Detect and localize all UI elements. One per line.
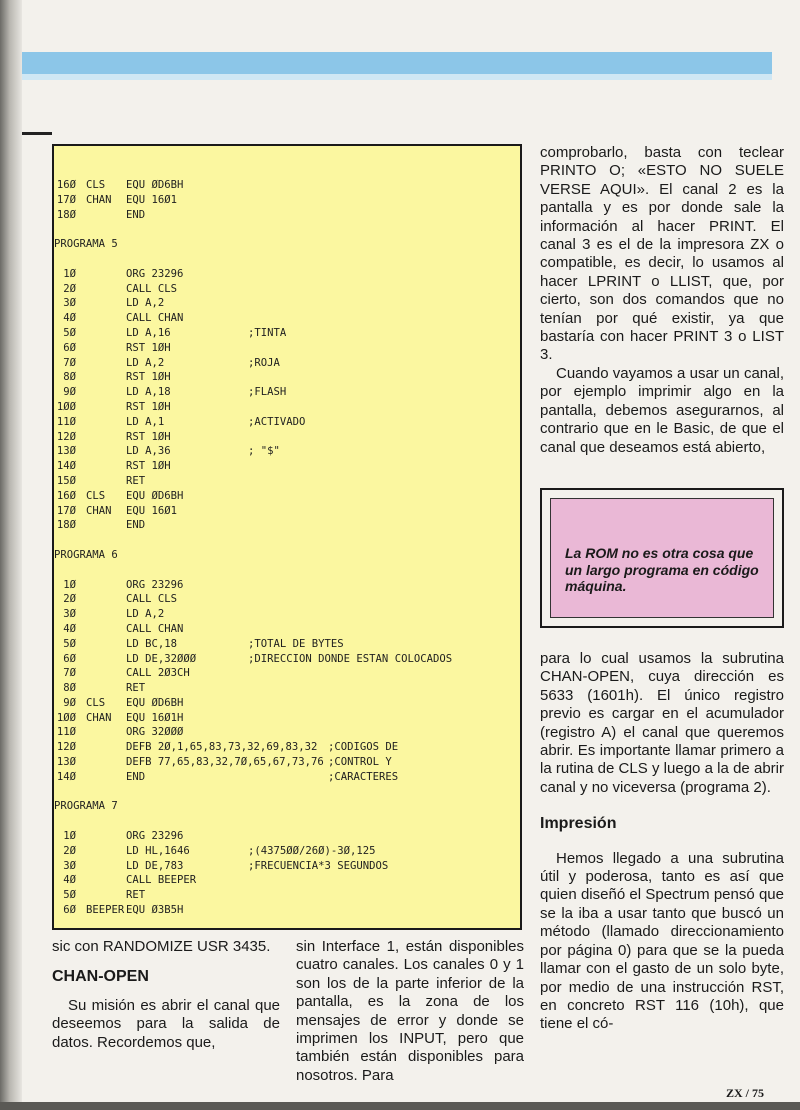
pull-quote-text: La ROM no es otra cosa que un largo programa en código máquina. [565, 545, 759, 594]
line-number: 16Ø [56, 489, 76, 502]
code-instruction: DEFB 2Ø,1,65,83,73,32,69,83,32 [126, 741, 318, 754]
line-number: 1Ø [63, 578, 76, 591]
line-number: 8Ø [63, 682, 76, 695]
code-label: CHAN [86, 193, 112, 206]
code-instruction: CALL CHAN [126, 622, 184, 635]
line-number: 18Ø [56, 519, 76, 532]
code-instruction: CALL BEEPER [126, 874, 197, 887]
line-number: 1Ø [63, 830, 76, 843]
line-number: 12Ø [56, 741, 76, 754]
code-comment: ;FRECUENCIA*3 SEGUNDOS [248, 859, 389, 872]
code-comment: ;CONTROL Y [328, 756, 392, 769]
section-heading: CHAN-OPEN [52, 968, 149, 986]
code-instruction: RET [126, 474, 146, 487]
code-instruction: LD A,2 [126, 297, 165, 310]
code-comment: ;CARACTERES [328, 770, 399, 783]
article-column-middle-bottom [296, 938, 524, 1085]
code-instruction: EQU 16Ø1 [126, 504, 178, 517]
page-folio: ZX / 75 [725, 1086, 764, 1100]
line-number: 6Ø [63, 652, 76, 665]
code-instruction: ORG 23296 [126, 267, 184, 280]
line-number: 13Ø [56, 756, 76, 769]
line-number: 2Ø [63, 844, 76, 857]
article-paragraph: sic con RANDOMIZE USR 3435. [52, 938, 271, 955]
line-number: 1ØØ [56, 711, 76, 724]
line-number: 3Ø [63, 859, 76, 872]
code-label: CHAN [86, 711, 112, 724]
code-instruction: CALL CHAN [126, 312, 184, 325]
code-instruction: LD A,2 [126, 356, 165, 369]
code-instruction: RST 1ØH [126, 341, 171, 354]
code-label: CLS [86, 696, 106, 709]
article-column-right-top [540, 144, 784, 457]
code-instruction: ORG 23296 [126, 578, 184, 591]
code-instruction: CALL CLS [126, 282, 178, 295]
code-instruction: RET [126, 682, 146, 695]
line-number: 18Ø [56, 208, 76, 221]
article-paragraph: Cuando vayamos a usar un canal, por ejemplo imprimir algo en la pantalla, debemos asegurarnos, al contrario que en le Basic, de que el canal que deseamos está abierto, [540, 364, 784, 456]
line-number: 5Ø [63, 326, 76, 339]
program-header-text: PROGRAMA 5 [54, 238, 118, 251]
line-number: 6Ø [63, 341, 76, 354]
article-paragraph: Su misión es abrir el canal que deseemos para la salida de datos. Recordemos que, [52, 996, 280, 1051]
code-instruction: LD BC,18 [126, 637, 178, 650]
page-bottom-edge [0, 1102, 800, 1110]
top-color-band-light [22, 74, 772, 80]
page-spine [0, 0, 22, 1110]
program-header-text: PROGRAMA 6 [54, 548, 118, 561]
line-number: 12Ø [56, 430, 76, 443]
pull-quote-box [540, 488, 784, 628]
code-label: CLS [86, 179, 106, 191]
article-column-right-bottom [540, 650, 784, 1034]
line-number: 3Ø [63, 297, 76, 310]
section-heading: Impresión [540, 815, 617, 833]
code-instruction: LD A,2 [126, 608, 165, 621]
code-instruction: LD DE,32ØØØ [126, 652, 197, 665]
code-instruction: CALL CLS [126, 593, 178, 606]
top-color-band [22, 52, 772, 74]
program-header-text: PROGRAMA 7 [54, 800, 118, 813]
code-instruction: CALL 2Ø3CH [126, 667, 190, 680]
line-number: 16Ø [56, 179, 76, 191]
code-comment: ; "$" [248, 445, 280, 458]
code-instruction: RET [126, 889, 146, 902]
code-instruction: ORG 23296 [126, 830, 184, 843]
line-number: 8Ø [63, 371, 76, 384]
code-instruction: LD A,18 [126, 386, 171, 399]
code-instruction: END [126, 770, 146, 783]
code-label: BEEPER [86, 904, 125, 917]
code-comment: ;TINTA [248, 326, 287, 339]
code-instruction: LD DE,783 [126, 859, 184, 872]
line-number: 4Ø [63, 874, 76, 887]
code-comment: ;ROJA [248, 356, 280, 369]
line-number: 1Ø [63, 267, 76, 280]
line-number: 14Ø [56, 770, 76, 783]
line-number: 2Ø [63, 282, 76, 295]
line-number: 17Ø [56, 504, 76, 517]
code-instruction: END [126, 208, 146, 221]
code-comment: ;TOTAL DE BYTES [248, 637, 344, 650]
article-paragraph: Hemos llegado a una subrutina útil y poderosa, tanto es así que quien diseñó el Spectrum pensó que se la iba a usar tanto que buscó un método (llamado direccionamiento por página 0) para que se la pueda llamar con el gasto de un solo byte, por medio de una instrucción RST, en concreto RST 116 (10h), que tiene el có- [540, 849, 784, 1033]
line-number: 5Ø [63, 637, 76, 650]
code-comment: ;DIRECCION DONDE ESTAN COLOCADOS [248, 652, 453, 665]
line-number: 9Ø [63, 696, 76, 709]
code-instruction: LD A,36 [126, 445, 171, 458]
code-label: CHAN [86, 504, 112, 517]
line-number: 1ØØ [56, 400, 76, 413]
code-instruction: LD A,16 [126, 326, 171, 339]
code-instruction: RST 1ØH [126, 460, 171, 473]
line-number: 15Ø [56, 474, 76, 487]
article-column-left-bottom [52, 938, 280, 1052]
line-number: 9Ø [63, 386, 76, 399]
article-paragraph: sin Interface 1, están disponibles cuatro canales. Los canales 0 y 1 son los de la parte inferior de la pantalla, es la zona de los mensajes de error y donde se imprimen los INPUT, pero que también están disponibles para nosotros. Para [296, 938, 524, 1084]
code-instruction: EQU ØD6BH [126, 179, 184, 191]
code-comment: ;FLASH [248, 386, 287, 399]
code-instruction: LD HL,1646 [126, 844, 190, 857]
code-comment: ;CODIGOS DE [328, 741, 399, 754]
code-listing-box [52, 144, 522, 930]
code-instruction: RST 1ØH [126, 400, 171, 413]
line-number: 7Ø [63, 356, 76, 369]
code-instruction: EQU 16Ø1H [126, 711, 184, 724]
line-number: 13Ø [56, 445, 76, 458]
left-rule [22, 132, 52, 135]
code-comment: ;(4375ØØ/26Ø)-3Ø,125 [248, 844, 376, 857]
code-label: CLS [86, 489, 106, 502]
line-number: 4Ø [63, 312, 76, 325]
article-paragraph: comprobarlo, basta con teclear PRINTO O; «ESTO NO SUELE VERSE AQUI». El canal 2 es la pantalla y es por donde sale la información al hacer PRINT. El canal 3 es el de la impresora ZX o compatible, es decir, lo usamos al hacer LPRINT o LLIST, que, por cierto, son dos comandos que no tenían por qué existir, ya que bastaría con hacer PRINT 3 o LIST 3. [540, 144, 784, 364]
line-number: 4Ø [63, 622, 76, 635]
line-number: 14Ø [56, 460, 76, 473]
line-number: 11Ø [56, 726, 76, 739]
code-comment: ;ACTIVADO [248, 415, 306, 428]
line-number: 7Ø [63, 667, 76, 680]
code-instruction: END [126, 519, 146, 532]
article-paragraph: para lo cual usamos la subrutina CHAN-OPEN, cuya dirección es 5633 (1601h). El único registro previo es cargar en el acumulador (registro A) el canal que queremos abrir. Es importante llamar primero a la rutina de CLS y luego a la de abrir canal y no viceversa (programa 2). [540, 650, 784, 796]
pull-quote-panel [550, 498, 774, 618]
code-instruction: RST 1ØH [126, 430, 171, 443]
code-instruction: DEFB 77,65,83,32,7Ø,65,67,73,76 [126, 756, 324, 769]
code-instruction: ORG 32ØØØ [126, 726, 184, 739]
code-instruction: EQU Ø3B5H [126, 904, 184, 917]
line-number: 11Ø [56, 415, 76, 428]
line-number: 6Ø [63, 904, 76, 917]
code-instruction: RST 1ØH [126, 371, 171, 384]
line-number: 3Ø [63, 608, 76, 621]
line-number: 2Ø [63, 593, 76, 606]
code-instruction: LD A,1 [126, 415, 165, 428]
line-number: 17Ø [56, 193, 76, 206]
line-number: 5Ø [63, 889, 76, 902]
code-instruction: EQU ØD6BH [126, 696, 184, 709]
code-instruction: EQU ØD6BH [126, 489, 184, 502]
code-instruction: EQU 16Ø1 [126, 193, 178, 206]
